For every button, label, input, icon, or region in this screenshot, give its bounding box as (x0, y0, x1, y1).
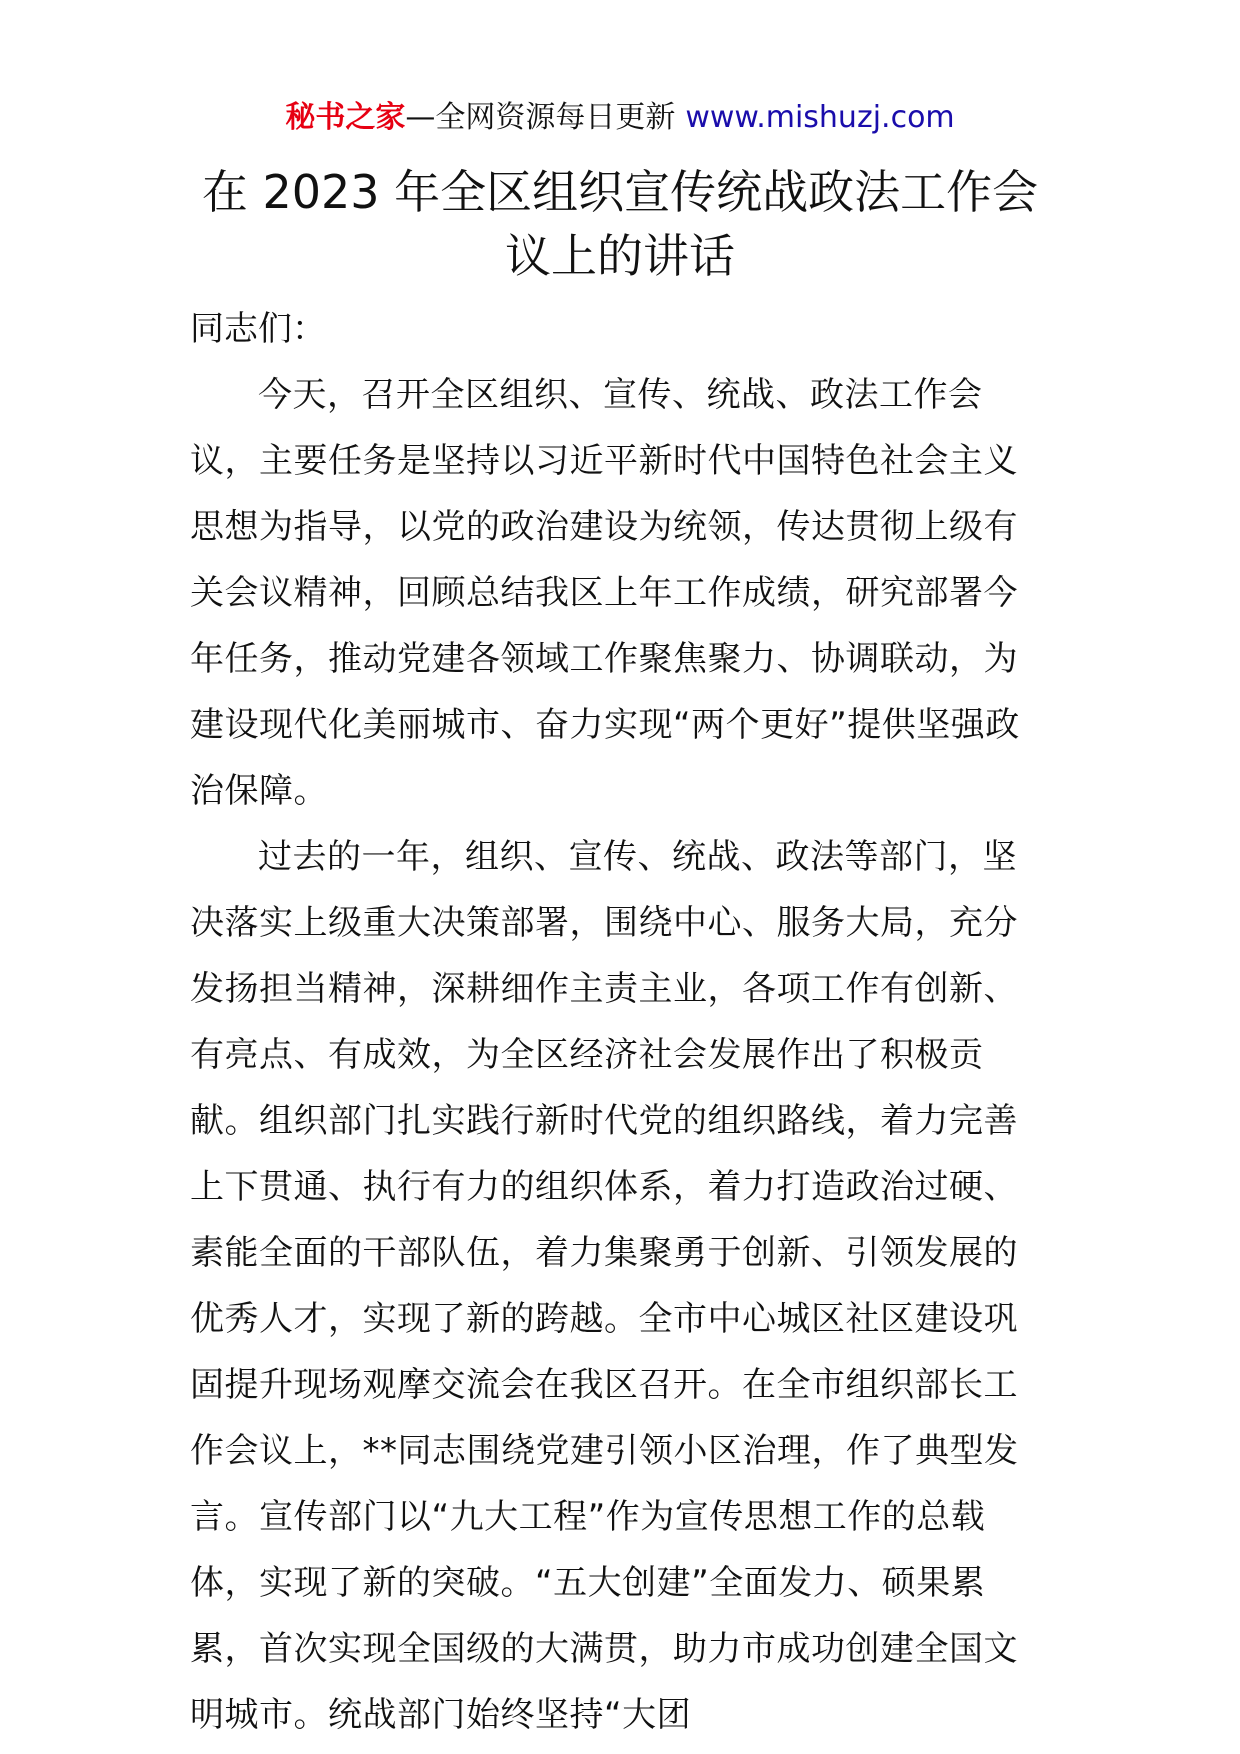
header-tagline: —全网资源每日更新 (405, 100, 676, 135)
paragraph-opening: 今天，召开全区组织、宣传、统战、政法工作会议，主要任务是坚持以习近平新时代中国特色社会主义思想为指导，以党的政治建设为统领，传达贯彻上级有关会议精神，回顾总结我区上年工作成绩，研究部署今年任务，推动党建各领域工作聚焦聚力、协调联动，为建设现代化美丽城市、奋力实现“两个更好”提供坚强政治保障。 (190, 375, 1020, 811)
brand-name: 秘书之家 (285, 100, 406, 135)
site-header (0, 98, 1240, 138)
paragraph-review: 过去的一年，组织、宣传、统战、政法等部门，坚决落实上级重大决策部署，围绕中心、服务大局，充分发扬担当精神，深耕细作主责主业，各项工作有创新、有亮点、有成效，为全区经济社会发展作出了积极贡献。组织部门扎实践行新时代党的组织路线，着力完善上下贯通、执行有力的组织体系，着力打造政治过硬、素能全面的干部队伍，着力集聚勇于创新、引领发展的优秀人才，实现了新的跨越。全市中心城区社区建设巩固提升现场观摩交流会在我区召开。在全市组织部长工作会议上，**同志围绕党建引领小区治理，作了典型发言。宣传部门以“九大工程”作为宣传思想工作的总载体，实现了新的突破。“五大创建”全面发力、硕果累累，首次实现全国级的大满贯，助力市成功创建全国文明城市。统战部门始终坚持“大团 (190, 837, 1019, 1735)
document-body (190, 296, 1050, 1748)
document-title: 在 2023 年全区组织宣传统战政法工作会议上的讲话 (201, 165, 1039, 283)
site-url-link[interactable]: www.mishuzj.com (685, 100, 955, 135)
greeting: 同志们： (190, 309, 326, 349)
